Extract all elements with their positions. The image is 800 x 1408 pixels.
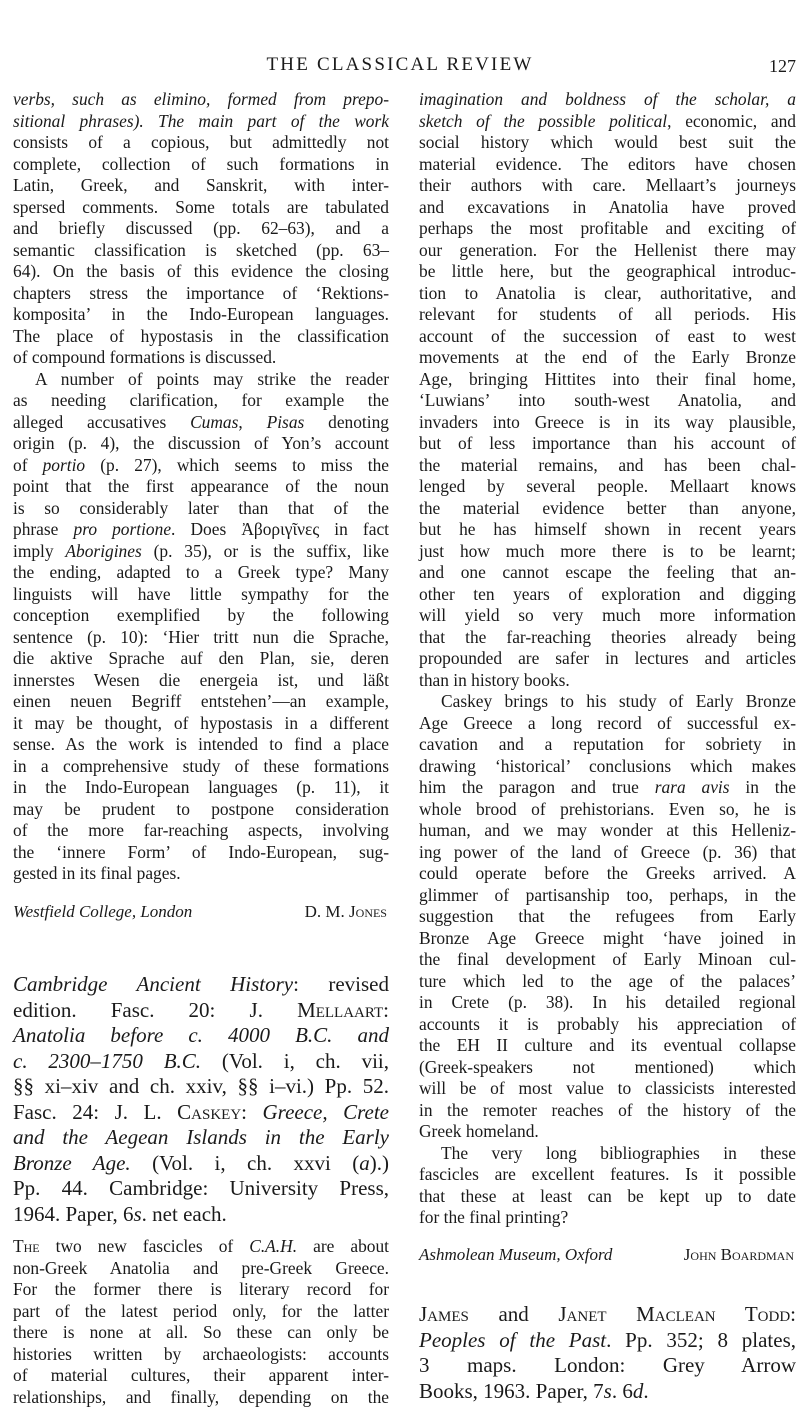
- text-run: will be of most value to classicists interested: [419, 1078, 796, 1098]
- text-line: [419, 240, 796, 262]
- text-run: the material evidence better than anyone,: [419, 497, 796, 518]
- italic-text: sitional phrases). The main part of the work: [13, 110, 389, 131]
- text-line: [13, 734, 389, 756]
- text-run: material evidence. The editors have chosen: [419, 153, 796, 174]
- text-line: [419, 132, 796, 154]
- text-line: [13, 89, 389, 111]
- italic-text: rara avis: [654, 777, 730, 797]
- text-run: Fasc. 24: J. L.: [13, 1099, 178, 1124]
- text-run: for the final printing?: [419, 1207, 569, 1227]
- text-run: whole brood of prehistorians. Even so, he is: [419, 798, 796, 819]
- text-run: relevant for students of all periods. His: [419, 304, 796, 324]
- text-run: human, and we may wonder at this Helleniz-: [419, 820, 796, 840]
- text-run: ).): [369, 1150, 389, 1175]
- text-run: innerstes Wesen die energeia ist, und läßt: [13, 669, 389, 690]
- paragraph: [13, 1236, 389, 1408]
- text-line: [419, 519, 796, 541]
- text-run: invaders into Greece is in its way plausible,: [419, 411, 796, 432]
- text-line: [419, 777, 796, 799]
- text-run: phrase: [13, 519, 74, 539]
- text-line: [419, 949, 796, 971]
- text-line: [13, 1151, 389, 1177]
- text-line: [419, 842, 796, 864]
- text-line: [13, 218, 389, 240]
- text-line: [13, 175, 389, 197]
- text-run: alleged accusatives: [13, 411, 191, 432]
- italic-text: Bronze Age.: [13, 1150, 131, 1175]
- journal-title: THE CLASSICAL REVIEW: [266, 54, 534, 75]
- text-run: and excavations in Anatolia have proved: [419, 196, 796, 217]
- text-run: movements at the end of the Early Bronze: [419, 347, 796, 367]
- text-line: [419, 928, 796, 950]
- text-run: part of the latest period only, for the latter: [13, 1300, 389, 1321]
- text-run: :: [383, 997, 389, 1022]
- running-header: [0, 54, 800, 80]
- text-line: [419, 627, 796, 649]
- text-line: [419, 1078, 796, 1100]
- text-line: [419, 1057, 796, 1079]
- text-run: there is none at all. So these can only be: [13, 1322, 389, 1342]
- italic-text: Aborigines: [65, 540, 142, 561]
- text-run: that the far-reaching theories already being: [419, 626, 796, 647]
- reviewer-name: John Boardman: [683, 1245, 794, 1264]
- italic-text: Peoples of the Past: [419, 1327, 607, 1352]
- text-run: The very long bibliographies in these: [441, 1142, 796, 1163]
- text-line: [13, 1365, 389, 1387]
- text-run: but he has himself shown in recent years: [419, 519, 796, 539]
- text-run: propounded are safer in lectures and articles: [419, 648, 796, 668]
- text-run: . Does Ἀβοριγῖνες in fact: [171, 519, 389, 539]
- italic-text: C.A.H.: [249, 1236, 298, 1256]
- text-run: conception exemplified by the following: [13, 605, 389, 625]
- text-line: [13, 1258, 389, 1280]
- text-run: 64). On the basis of this evidence the closing: [13, 261, 389, 281]
- text-run: non-Greek Anatolia and pre-Greek Greece.: [13, 1257, 389, 1278]
- italic-text: d: [632, 1378, 644, 1403]
- text-run: §§ xi–xiv and ch. xxiv, §§ i–vi.) Pp. 52.: [13, 1074, 389, 1098]
- text-run: will yield so very much more information: [419, 605, 796, 625]
- text-line: [419, 283, 796, 305]
- small-caps-text: Janet Maclean Todd: [558, 1302, 791, 1326]
- text-run: in Crete (p. 38). In his detailed regional: [419, 992, 796, 1012]
- text-run: complete, collection of such formations in: [13, 153, 389, 174]
- text-line: [13, 240, 389, 262]
- text-line: [13, 412, 389, 434]
- text-run: For the former there is literary record for: [13, 1279, 389, 1299]
- text-line: [419, 648, 796, 670]
- text-run: account of the succession of east to west: [419, 325, 796, 346]
- text-line: [419, 713, 796, 735]
- text-run: ture which led to the age of the palaces’: [419, 970, 796, 991]
- text-run: ing power of the land of Greece (p. 36) that: [419, 841, 796, 862]
- italic-text: a: [359, 1150, 370, 1175]
- text-line: [13, 498, 389, 520]
- text-line: [13, 605, 389, 627]
- text-run: : revised: [293, 972, 389, 996]
- text-line: [419, 1035, 796, 1057]
- text-run: accounts it is probably his appreciation of: [419, 1013, 796, 1034]
- text-line: [13, 842, 389, 864]
- italic-text: sketch of the possible political: [419, 110, 668, 131]
- text-run: die aktive Sprache auf den Plan, sie, deren: [13, 648, 389, 668]
- text-run: spersed comments. Some totals are tabulated: [13, 196, 389, 217]
- text-line: [419, 1207, 796, 1229]
- text-line: [13, 433, 389, 455]
- text-line: [419, 906, 796, 928]
- text-line: [419, 1014, 796, 1036]
- paragraph: [13, 89, 389, 369]
- text-line: [13, 1387, 389, 1408]
- text-run: tion to Anatolia is clear, authoritative, and: [419, 282, 796, 303]
- text-line: [13, 1100, 389, 1126]
- text-line: [13, 326, 389, 348]
- text-line: [419, 412, 796, 434]
- text-line: [419, 1164, 796, 1186]
- text-line: [419, 584, 796, 606]
- text-line: [13, 648, 389, 670]
- text-line: [13, 998, 389, 1024]
- text-run: Age, bringing Hittites into their final home,: [419, 368, 796, 389]
- text-run: The place of hypostasis in the classification: [13, 325, 389, 346]
- text-run: 3 maps. London: Grey Arrow: [419, 1353, 796, 1377]
- text-run: (Greek-speakers not mentioned) which: [419, 1056, 796, 1077]
- text-run: of compound formations is discussed.: [13, 347, 277, 367]
- reviewer-affiliation: Ashmolean Museum, Oxford: [419, 1245, 613, 1264]
- text-line: [13, 691, 389, 713]
- text-line: [13, 369, 389, 391]
- text-line: [13, 972, 389, 998]
- text-run: (p. 35), or is the suffix, like: [141, 540, 389, 561]
- text-line: [13, 132, 389, 154]
- text-run: it may be thought, of hypostasis in a different: [13, 712, 389, 733]
- text-line: [13, 1236, 389, 1258]
- text-run: the EH II culture and its eventual collapse: [419, 1035, 796, 1055]
- text-run: .: [643, 1378, 649, 1403]
- text-run: :: [241, 1099, 263, 1124]
- text-run: be little here, but the geographical introduc-: [419, 261, 796, 281]
- small-caps-text: James: [419, 1302, 469, 1326]
- text-line: [13, 154, 389, 176]
- text-run: perhaps the most profitable and exciting of: [419, 218, 796, 238]
- text-run: 1964. Paper, 6: [13, 1201, 134, 1226]
- text-line: [13, 584, 389, 606]
- reviewer-affiliation: Westfield College, London: [13, 902, 193, 921]
- text-line: [13, 1023, 389, 1049]
- text-run: in the: [729, 777, 796, 797]
- italic-text: and the Aegean Islands in the Early: [13, 1125, 389, 1149]
- text-run: origin (p. 4), the discussion of Yon’s account: [13, 433, 389, 453]
- text-run: of material cultures, their apparent inter-: [13, 1365, 389, 1385]
- text-run: are about: [297, 1236, 390, 1256]
- text-line: [419, 455, 796, 477]
- right-column-text: [419, 89, 796, 1229]
- text-line: [419, 218, 796, 240]
- text-run: and one cannot escape the feeling that an-: [419, 562, 796, 582]
- text-line: [419, 605, 796, 627]
- text-run: komposita’ in the Indo-European languages.: [13, 304, 389, 324]
- text-run: A number of points may strike the reader: [35, 368, 389, 389]
- text-line: [419, 863, 796, 885]
- text-run: denoting: [304, 411, 389, 432]
- text-run: other ten years of exploration and digging: [419, 583, 796, 604]
- text-run: Age Greece a long record of successful ex-: [419, 712, 796, 733]
- text-line: [419, 799, 796, 821]
- text-run: (Vol. i, ch. xxvi (: [130, 1150, 360, 1175]
- text-run: lenged by several people. Mellaart knows: [419, 476, 796, 496]
- text-line: [13, 261, 389, 283]
- text-line: [13, 627, 389, 649]
- text-line: [419, 175, 796, 197]
- text-run: histories written by archaeologists: accounts: [13, 1343, 389, 1364]
- text-run: and: [468, 1302, 559, 1326]
- italic-text: Cambridge Ancient History: [13, 972, 294, 996]
- left-column-text: [13, 89, 389, 885]
- text-run: sentence (p. 10): ‘Hier tritt nun die Sprache,: [13, 626, 389, 647]
- text-run: gested in its final pages.: [13, 863, 181, 883]
- text-line: [13, 390, 389, 412]
- text-line: [419, 541, 796, 563]
- text-run: our generation. For the Hellenist there may: [419, 239, 796, 260]
- text-line: [419, 992, 796, 1014]
- text-line: [419, 734, 796, 756]
- text-line: [419, 498, 796, 520]
- text-line: [13, 455, 389, 477]
- text-line: [13, 347, 389, 369]
- text-line: [419, 1121, 796, 1143]
- text-run: the ‘innere Form’ of Indo-European, sug-: [13, 841, 389, 862]
- text-run: . net each.: [141, 1201, 227, 1226]
- italic-text: s: [133, 1201, 142, 1226]
- text-line: [419, 369, 796, 391]
- text-line: [13, 519, 389, 541]
- text-line: [419, 154, 796, 176]
- review-heading: [419, 1302, 796, 1404]
- text-run: and briefly discussed (pp. 62–63), and a: [13, 218, 389, 238]
- text-run: consists of a copious, but admittedly not: [13, 132, 389, 152]
- text-run: imply: [13, 540, 66, 561]
- italic-text: s: [603, 1378, 612, 1403]
- text-line: [419, 691, 796, 713]
- text-line: [13, 713, 389, 735]
- text-run: the final development of Early Minoan cul-: [419, 949, 796, 969]
- text-run: him the paragon and true: [419, 777, 655, 797]
- text-line: [13, 1049, 389, 1075]
- text-run: , economic, and: [667, 110, 796, 131]
- italic-text: pro portione: [73, 519, 172, 539]
- italic-text: Greece, Crete: [262, 1099, 389, 1124]
- text-run: just how much more there is to be learnt;: [419, 540, 796, 561]
- text-line: [13, 541, 389, 563]
- text-run: could operate before the Greeks arrived. A: [419, 863, 796, 883]
- small-caps-text: The: [13, 1236, 40, 1256]
- text-line: [419, 1302, 796, 1328]
- text-line: [13, 283, 389, 305]
- text-run: is so considerably later than that of the: [13, 497, 389, 518]
- text-line: [419, 347, 796, 369]
- text-line: [419, 433, 796, 455]
- text-run: ,: [238, 411, 267, 432]
- text-run: . Pp. 352; 8 plates,: [606, 1327, 796, 1352]
- text-line: [13, 799, 389, 821]
- text-run: Pp. 44. Cambridge: University Press,: [13, 1176, 389, 1200]
- text-run: of the more far-reaching aspects, involving: [13, 820, 389, 840]
- text-run: . 6: [611, 1378, 633, 1403]
- text-line: [13, 777, 389, 799]
- text-line: [13, 670, 389, 692]
- text-run: relationships, and finally, depending on the: [13, 1386, 389, 1407]
- book-citation: [419, 1302, 796, 1404]
- text-line: [13, 1202, 389, 1228]
- text-run: Latin, Greek, and Sanskrit, with inter-: [13, 175, 389, 195]
- text-line: [13, 1322, 389, 1344]
- text-line: [13, 476, 389, 498]
- text-run: Books, 1963. Paper, 7: [419, 1378, 604, 1403]
- text-run: of: [13, 454, 43, 475]
- reviewer-name: D. M. Jones: [304, 902, 387, 921]
- text-line: [419, 111, 796, 133]
- text-run: (p. 27), which seems to miss the: [85, 454, 389, 475]
- text-line: [419, 326, 796, 348]
- text-line: [419, 1328, 796, 1354]
- text-run: sense. As the work is intended to find a place: [13, 734, 389, 754]
- review-signature: [13, 901, 389, 923]
- text-line: [419, 1379, 796, 1405]
- text-run: in a comprehensive study of these formations: [13, 755, 389, 776]
- text-run: edition. Fasc. 20: J.: [13, 997, 298, 1022]
- text-line: [419, 1143, 796, 1165]
- page-number: 127: [769, 56, 796, 76]
- text-line: [13, 1279, 389, 1301]
- text-line: [419, 562, 796, 584]
- text-line: [419, 261, 796, 283]
- italic-text: c. 2300–1750 B.C.: [13, 1048, 202, 1073]
- text-line: [13, 1301, 389, 1323]
- text-line: [13, 1344, 389, 1366]
- text-run: may be prudent to postpone consideration: [13, 798, 389, 819]
- text-run: semantic classification is sketched (pp. 63–: [13, 239, 389, 260]
- text-line: [419, 476, 796, 498]
- text-run: their authors with care. Mellaart’s journeys: [419, 175, 796, 195]
- text-run: suggestion that the refugees from Early: [419, 906, 796, 926]
- text-line: [419, 1186, 796, 1208]
- italic-text: Anatolia before c. 4000 B.C. and: [13, 1023, 389, 1047]
- text-run: in the remoter reaches of the history of the: [419, 1099, 796, 1120]
- text-line: [13, 1176, 389, 1202]
- text-run: :: [790, 1302, 797, 1326]
- paragraph: [419, 1143, 796, 1229]
- text-line: [419, 1100, 796, 1122]
- text-line: [419, 89, 796, 111]
- italic-text: Cumas: [190, 411, 239, 432]
- text-line: [419, 885, 796, 907]
- paragraph: [419, 691, 796, 1143]
- text-run: but of less importance than his account of: [419, 433, 796, 453]
- text-run: cavation and a reputation for sobriety in: [419, 734, 796, 754]
- text-line: [419, 197, 796, 219]
- text-line: [13, 562, 389, 584]
- italic-text: imagination and boldness of the scholar, a: [419, 89, 796, 109]
- text-run: the ending, adapted to a Greek type? Many: [13, 562, 389, 582]
- text-line: [419, 670, 796, 692]
- italic-text: portio: [42, 454, 86, 475]
- paragraph: [419, 89, 796, 691]
- text-run: fascicles are excellent features. Is it possible: [419, 1164, 796, 1184]
- text-run: chapters stress the importance of ‘Rektions-: [13, 282, 389, 303]
- text-run: drawing ‘historical’ conclusions which makes: [419, 755, 796, 776]
- small-caps-text: Caskey: [177, 1099, 242, 1124]
- text-run: Bronze Age Greece might ‘have joined in: [419, 927, 796, 948]
- text-run: Greek homeland.: [419, 1121, 539, 1141]
- text-run: in the Indo-European languages (p. 11), it: [13, 777, 389, 797]
- italic-text: Pisas: [266, 411, 305, 432]
- text-line: [419, 390, 796, 412]
- text-run: social history which would best suit the: [419, 132, 796, 152]
- text-line: [419, 820, 796, 842]
- text-run: that these at least can be kept up to date: [419, 1185, 796, 1206]
- book-citation: [13, 972, 389, 1227]
- text-run: the material remains, and has been chal-: [419, 454, 796, 475]
- paragraph: [13, 369, 389, 885]
- text-line: [13, 197, 389, 219]
- text-run: linguists will have little sympathy for the: [13, 583, 389, 604]
- review-signature: [419, 1244, 796, 1266]
- text-run: glimmer of partisanship too, perhaps, in the: [419, 884, 796, 905]
- text-run: ‘Luwians’ into south-west Anatolia, and: [419, 390, 796, 410]
- review-heading: [13, 972, 389, 1227]
- text-line: [13, 820, 389, 842]
- text-run: as needing clarification, for example the: [13, 390, 389, 410]
- text-run: point that the first appearance of the noun: [13, 476, 389, 496]
- small-caps-text: Mellaart: [297, 997, 384, 1022]
- text-line: [13, 863, 389, 885]
- text-line: [13, 1074, 389, 1100]
- italic-text: verbs, such as elimino, formed from prepo-: [13, 89, 389, 109]
- text-run: einen neuen Begriff entstehen’—an example,: [13, 691, 389, 711]
- text-line: [419, 971, 796, 993]
- text-line: [13, 756, 389, 778]
- text-line: [419, 304, 796, 326]
- review-body: [13, 1236, 389, 1408]
- text-line: [419, 1353, 796, 1379]
- text-line: [13, 1125, 389, 1151]
- text-line: [13, 304, 389, 326]
- text-run: (Vol. i, ch. vii,: [201, 1048, 389, 1073]
- text-run: than in history books.: [419, 669, 570, 690]
- text-line: [419, 756, 796, 778]
- text-run: Caskey brings to his study of Early Bronze: [441, 691, 796, 711]
- text-run: two new fascicles of: [39, 1236, 250, 1256]
- text-line: [13, 111, 389, 133]
